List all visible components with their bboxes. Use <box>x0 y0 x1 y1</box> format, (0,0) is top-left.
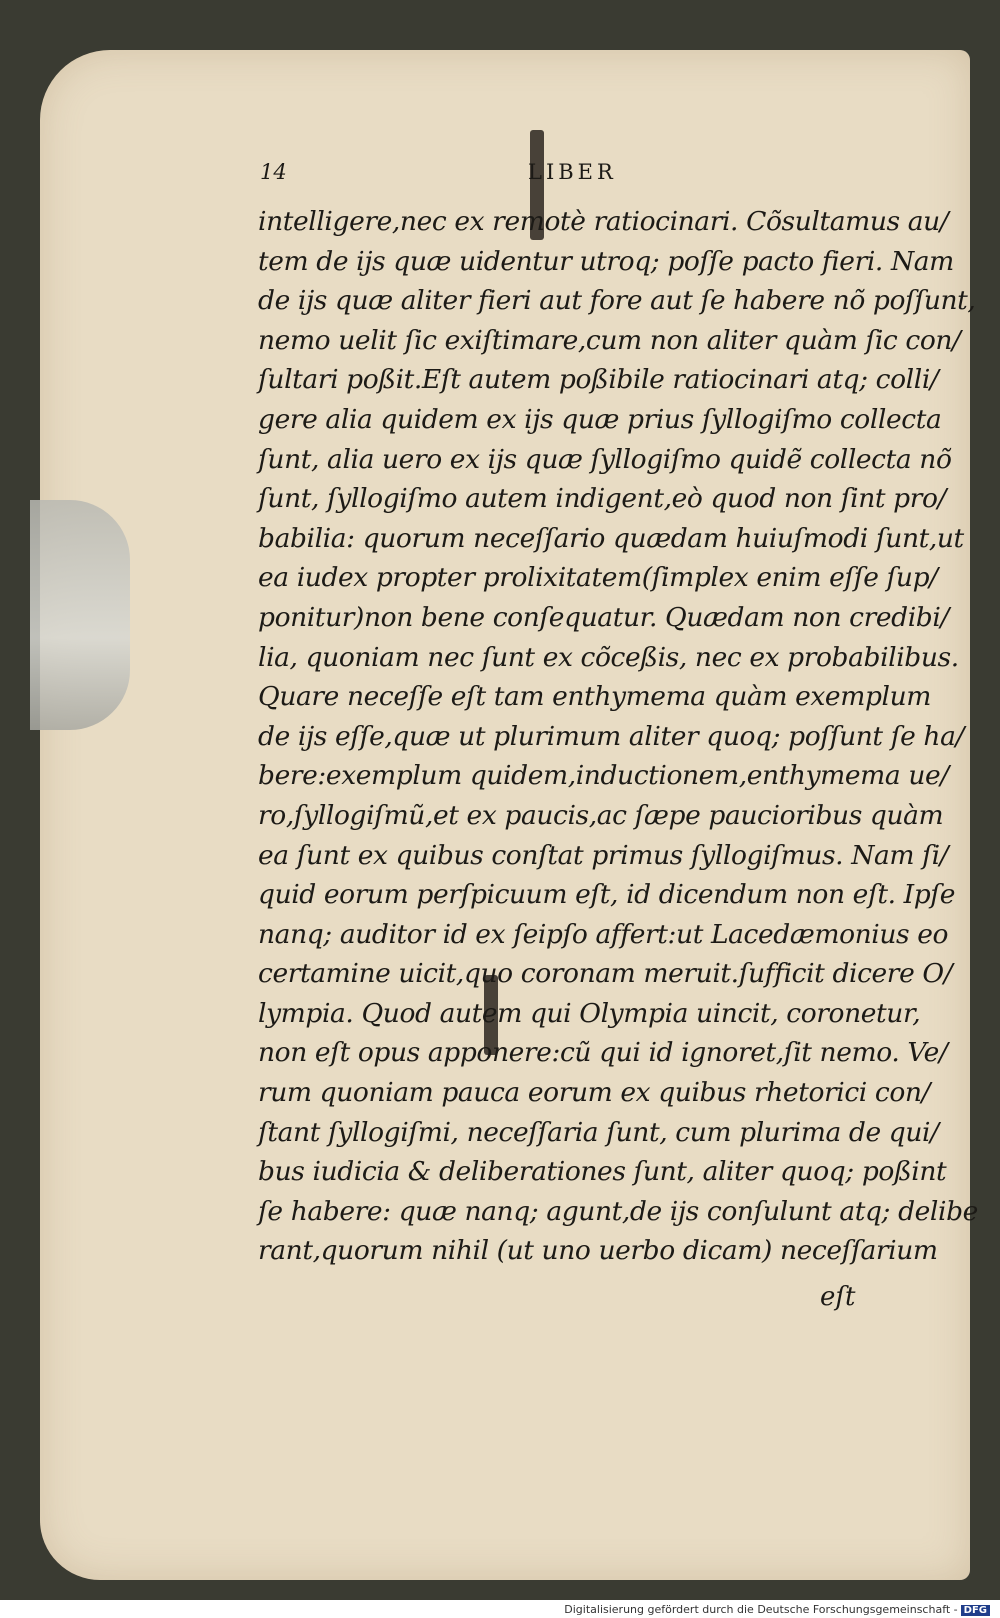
text-line: nemo uelit ſic exiſtimare,cum non aliter quàm ſic con/ <box>258 324 961 356</box>
text-line: bere:exemplum quidem,inductionem,enthymema ue/ <box>258 760 949 792</box>
footer-credit <box>564 1603 990 1616</box>
text-line: rum quoniam pauca eorum ex quibus rhetorici con/ <box>258 1077 931 1109</box>
text-line: ſultari poßit.Eſt autem poßibile ratiocinari atq; colli/ <box>258 364 939 396</box>
text-line: ponitur)non bene conſequatur. Quædam non credibi/ <box>258 601 949 633</box>
footer-credit-text: Digitalisierung gefördert durch die Deutsche Forschungsgemeinschaft - <box>564 1603 958 1616</box>
text-line: lia, quoniam nec ſunt ex cõceßis, nec ex probabilibus. <box>258 641 959 673</box>
text-line: certamine uicit,quo coronam meruit.ſufficit dicere O/ <box>258 958 953 990</box>
running-head: LIBER <box>528 160 617 184</box>
text-line: ro,ſyllogiſmũ,et ex paucis,ac ſæpe paucioribus quàm <box>258 799 944 831</box>
text-line: ea iudex propter prolixitatem(ſimplex enim eſſe ſup/ <box>258 562 938 594</box>
text-line: ſunt, alia uero ex ijs quæ ſyllogiſmo quidẽ collecta nõ <box>258 443 952 475</box>
catchword: eſt <box>820 1282 856 1312</box>
text-line: intelligere,nec ex remotè ratiocinari. Cõsultamus au/ <box>258 206 949 237</box>
text-line: de ijs quæ aliter fieri aut fore aut ſe habere nõ poſſunt, <box>258 285 976 317</box>
text-line: quid eorum perſpicuum eſt, id dicendum non eſt. Ipſe <box>258 879 955 911</box>
body-text <box>258 202 978 1271</box>
text-line: ea ſunt ex quibus conſtat primus ſyllogiſmus. Nam ſi/ <box>258 839 949 871</box>
text-line: Quare neceſſe eſt tam enthymema quàm exemplum <box>258 681 931 713</box>
page-header <box>258 160 888 202</box>
page-clip <box>30 500 130 730</box>
page-number: 14 <box>260 160 287 184</box>
text-line: de ijs eſſe,quæ ut plurimum aliter quoq; poſſunt ſe ha/ <box>258 720 965 752</box>
text-block <box>258 160 978 1271</box>
text-line: lympia. Quod autem qui Olympia uincit, coronetur, <box>258 997 921 1029</box>
text-line: babilia: quorum neceſſario quædam huiuſmodi ſunt,ut <box>258 522 964 554</box>
text-line: nanq; auditor id ex ſeipſo affert:ut Lacedæmonius eo <box>258 918 949 950</box>
text-line: ſe habere: quæ nanq; agunt,de ijs conſulunt atq; delibe <box>258 1195 978 1227</box>
text-line: rant,quorum nihil (ut uno uerbo dicam) neceſſarium <box>258 1235 938 1267</box>
text-line: ſtant ſyllogiſmi, neceſſaria ſunt, cum plurima de qui/ <box>258 1116 939 1148</box>
text-line: non eſt opus apponere:cũ qui id ignoret,ſit nemo. Ve/ <box>258 1037 948 1069</box>
text-line: bus iudicia & deliberationes ſunt, aliter quoq; poßint <box>258 1156 947 1188</box>
text-line: tem de ijs quæ uidentur utroq; poſſe pacto fieri. Nam <box>258 245 954 277</box>
text-line: ſunt, ſyllogiſmo autem indigent,eò quod non ſint pro/ <box>258 483 947 515</box>
dfg-logo: DFG <box>961 1605 990 1616</box>
text-line: gere alia quidem ex ijs quæ prius ſyllogiſmo collecta <box>258 403 942 435</box>
